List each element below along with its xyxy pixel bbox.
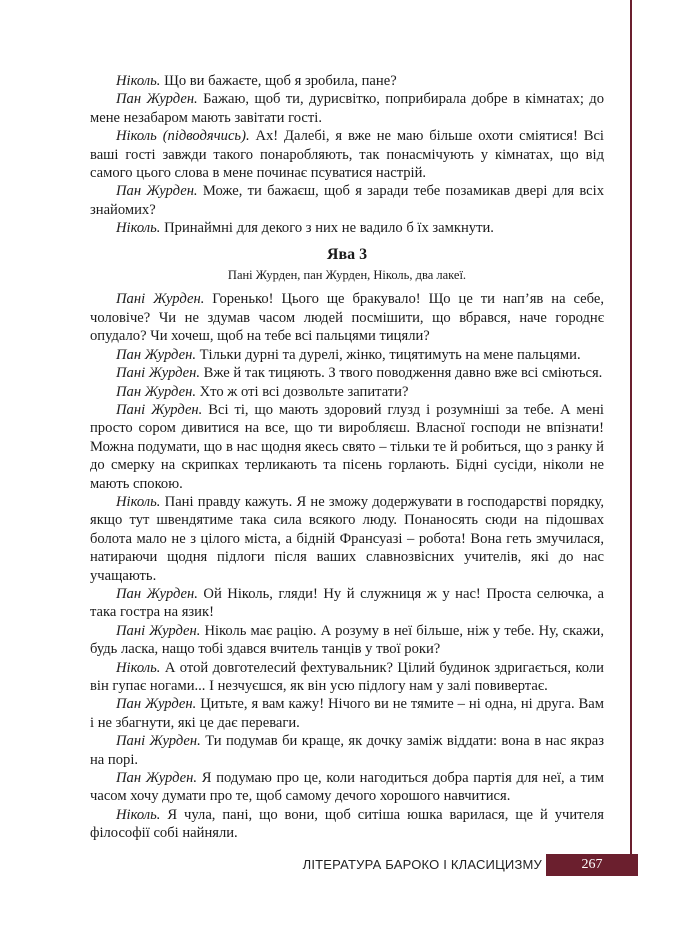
- speaker-name: Пані Журден.: [116, 401, 203, 418]
- line-text: Ти подумав би краще, як дочку заміж віддати: вона в нас якраз на порі.: [90, 733, 604, 768]
- line-text: Цитьте, я вам кажу! Нічого ви не тямите – ні одна, ні друга. Вам і не збагнути, які це дає переваги.: [90, 696, 604, 731]
- section-title: ЛІТЕРАТУРА БАРОКО І КЛАСИЦИЗМУ: [302, 857, 542, 872]
- line-text: Тільки дурні та дурелі, жінко, тицятимуть на мене пальцями.: [195, 346, 581, 363]
- line-text: Хто ж оті всі дозвольте запитати?: [195, 383, 409, 400]
- speaker-name: Пані Журден.: [116, 365, 201, 382]
- line-text: Горенько! Цього ще бракувало! Що це ти нап’яв на себе, чоловіче? Чи не здумав часом людей посмішити, що вбрався, наче городнє опудало? Чи хочеш, щоб на тебе всі пальцями тицяли?: [90, 291, 604, 345]
- speaker-name: Пані Журден.: [116, 622, 201, 639]
- speaker-name: Пан Журден.: [116, 770, 198, 787]
- line-text: Пані правду кажуть. Я не зможу додержувати в господарстві порядку, якщо тут швендятиме така сила всякого люду. Понаносять сюди на підошвах болота мало не з цілого міста, а бідній Франсуазі – робота! Вона геть змучилася, натираючи щодня підлоги після ваших славнозвісних учителів, які до нас учащають.: [90, 493, 604, 584]
- speaker-name: Пан Журден.: [116, 91, 198, 108]
- margin-rule: [630, 0, 632, 860]
- dialogue-line: [90, 695, 604, 732]
- speaker-name: Пан Журден.: [116, 346, 196, 363]
- speaker-name: Ніколь.: [116, 493, 161, 510]
- stage-direction: (підводячись).: [156, 128, 250, 145]
- page-number: 267: [546, 854, 638, 876]
- speaker-name: Пані Журден.: [116, 291, 205, 308]
- speaker-name: Пані Журден.: [116, 733, 201, 750]
- speaker-name: Пан Журден.: [116, 585, 198, 602]
- dialogue-line: [90, 732, 604, 769]
- dialogue-line: [90, 383, 604, 401]
- line-text: Бажаю, щоб ти, дурисвітко, поприбирала добре в кімнатах; до мене незабаром мають завітати гості.: [90, 91, 604, 126]
- page-body: [90, 72, 604, 843]
- dialogue-line: [90, 182, 604, 219]
- line-text: Може, ти бажаєш, щоб я заради тебе позамикав двері для всіх знайомих?: [90, 183, 604, 218]
- line-text: Всі ті, що мають здоровий глузд і розумніші за тебе. А мені просто сором дивитися на все, що ти виробляєш. Власної господи не впізнати! Можна подумати, що в нас щодня якесь свято – тільки те й робиться, що з ранку й до смерку на скрипках терликають та пісень горлають. Бідні сусіди, ніколи не мають спокою.: [90, 401, 604, 492]
- line-text: Ой Ніколь, гляди! Ну й служниця ж у нас! Проста селючка, а така гостра на язик!: [90, 585, 604, 621]
- speaker-name: Пан Журден.: [116, 183, 198, 200]
- dialogue-line: [90, 585, 604, 622]
- dialogue-line: [90, 127, 604, 182]
- dialogue-line: [90, 90, 604, 127]
- line-text: Ах! Далебі, я вже не маю більше охоти сміятися! Всі ваші гості завжди такого понаробляють, так понасмічують у кімнатах, що від самого цього слова в мене починає псуватися настрій.: [90, 128, 604, 182]
- page-footer: [250, 854, 638, 876]
- dialogue-line: [90, 219, 604, 237]
- dialogue-line: [90, 659, 604, 696]
- line-text: Що ви бажаєте, щоб я зробила, пане?: [160, 73, 397, 89]
- dialogue-line: [90, 493, 604, 585]
- line-text: Вже й так тицяють. З твого поводження давно вже всі сміються.: [200, 365, 603, 382]
- line-text: Я чула, пані, що вони, щоб ситіша юшка варилася, ще й учителя філософії собі найняли.: [90, 806, 604, 842]
- speaker-name: Пан Журден.: [116, 696, 197, 713]
- speaker-name: Ніколь.: [116, 220, 161, 237]
- dialogue-line: [90, 622, 604, 659]
- line-text: Принаймні для декого з них не вадило б їх замкнути.: [160, 220, 494, 237]
- scene-title: Ява 3: [326, 245, 368, 263]
- dialogue-line: [90, 72, 604, 90]
- speaker-name: Ніколь: [116, 128, 157, 145]
- dialogue-line: [90, 364, 604, 382]
- dialogue-line: [90, 401, 604, 493]
- line-text: А отой довготелесий фехтувальник? Цілий будинок здригається, коли він гупає ногами... І незчуєшся, як він усю підлогу нам у залі повивертає.: [90, 659, 604, 694]
- speaker-name: Ніколь.: [116, 73, 161, 89]
- dialogue-line: [90, 806, 604, 843]
- dialogue-line: [90, 290, 604, 345]
- dialogue-line: [90, 769, 604, 806]
- dialogue-line: [90, 346, 604, 364]
- line-text: Ніколь має рацію. А розуму в неї більше, ніж у тебе. Ну, скажи, будь ласка, нащо тобі здався вчитель танців у твої роки?: [90, 622, 604, 658]
- speaker-name: Ніколь.: [116, 659, 161, 676]
- line-text: Я подумаю про це, коли нагодиться добра партія для неї, а тим часом хочу думати про те, щоб самому дечого хорошого навчитися.: [90, 770, 604, 805]
- speaker-name: Ніколь.: [116, 806, 161, 823]
- scene-characters: Пані Журден, пан Журден, Ніколь, два лакеї.: [227, 268, 467, 283]
- speaker-name: Пан Журден.: [116, 383, 196, 400]
